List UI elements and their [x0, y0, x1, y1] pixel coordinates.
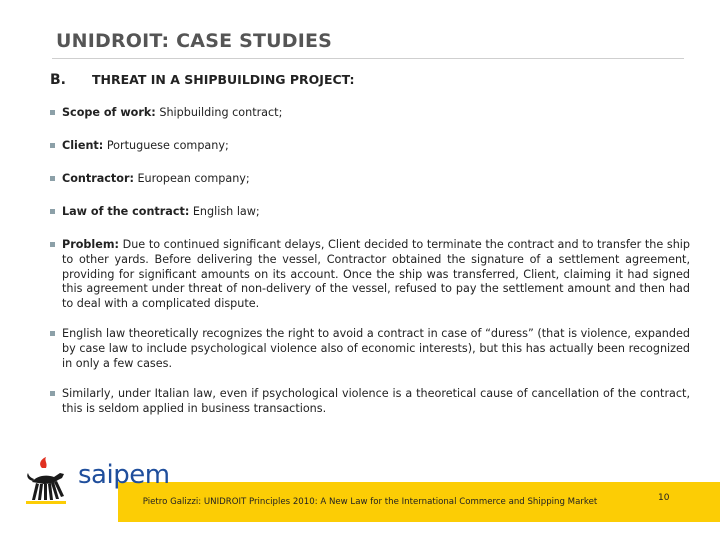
- section-title: THREAT IN A SHIPBUILDING PROJECT:: [92, 72, 355, 87]
- bullet-label: Law of the contract:: [62, 205, 190, 219]
- bullet-italian-law: [50, 387, 690, 416]
- title-divider: [52, 58, 684, 59]
- bullet-label: Scope of work:: [62, 106, 156, 119]
- bullet-client: [50, 139, 690, 154]
- bullet-square-icon: [50, 176, 55, 181]
- bullet-text: Due to continued significant delays, Client decided to terminate the contract and to transfer the ship to other yards. Before delivering the vessel, Contractor obtained the signature of a settlement agreement, providing for significant amounts on its account. Once the ship was transferred, Client, claiming it had signed this agreement under threat of non-delivery of the vessel, refused to pay the settlement amount and then had to deal with a complicated dispute.: [62, 238, 690, 310]
- bullet-contractor: [50, 172, 690, 187]
- bullet-square-icon: [50, 143, 55, 148]
- bullet-law: [50, 205, 690, 220]
- bullet-label: Client:: [62, 139, 104, 153]
- bullet-list: [50, 106, 690, 435]
- bullet-text: Shipbuilding contract;: [155, 106, 283, 119]
- page-number: 10: [658, 493, 670, 503]
- footer-band: [118, 482, 720, 522]
- bullet-text: European company;: [133, 172, 250, 186]
- bullet-text: English law;: [189, 205, 260, 219]
- bullet-square-icon: [50, 110, 55, 115]
- bullet-text: Portuguese company;: [103, 139, 229, 153]
- six-legged-dog-icon: [24, 456, 76, 506]
- section-letter: B.: [50, 72, 66, 88]
- logo-wordmark: saipem: [78, 460, 170, 490]
- bullet-square-icon: [50, 391, 55, 396]
- slide-title: UNIDROIT: CASE STUDIES: [56, 30, 333, 52]
- footer-citation: Pietro Galizzi: UNIDROIT Principles 2010: A New Law for the International Commerce and Shipping Market: [142, 497, 598, 507]
- bullet-text: English law theoretically recognizes the right to avoid a contract in case of “duress” (that is violence, expanded by case law to include psychological violence also of economic interests), but this has actually been recognized in only a few cases.: [62, 327, 690, 370]
- bullet-label: Contractor:: [62, 172, 134, 186]
- bullet-english-law: [50, 327, 690, 371]
- bullet-square-icon: [50, 209, 55, 214]
- bullet-text: Similarly, under Italian law, even if psychological violence is a theoretical cause of cancellation of the contract, this is seldom applied in business transactions.: [62, 387, 690, 415]
- bullet-square-icon: [50, 331, 55, 336]
- bullet-label: Problem:: [62, 238, 119, 252]
- saipem-logo: [24, 456, 170, 506]
- section-heading: [50, 72, 355, 88]
- bullet-problem: [50, 238, 690, 311]
- bullet-square-icon: [50, 242, 55, 247]
- bullet-scope: [50, 106, 690, 121]
